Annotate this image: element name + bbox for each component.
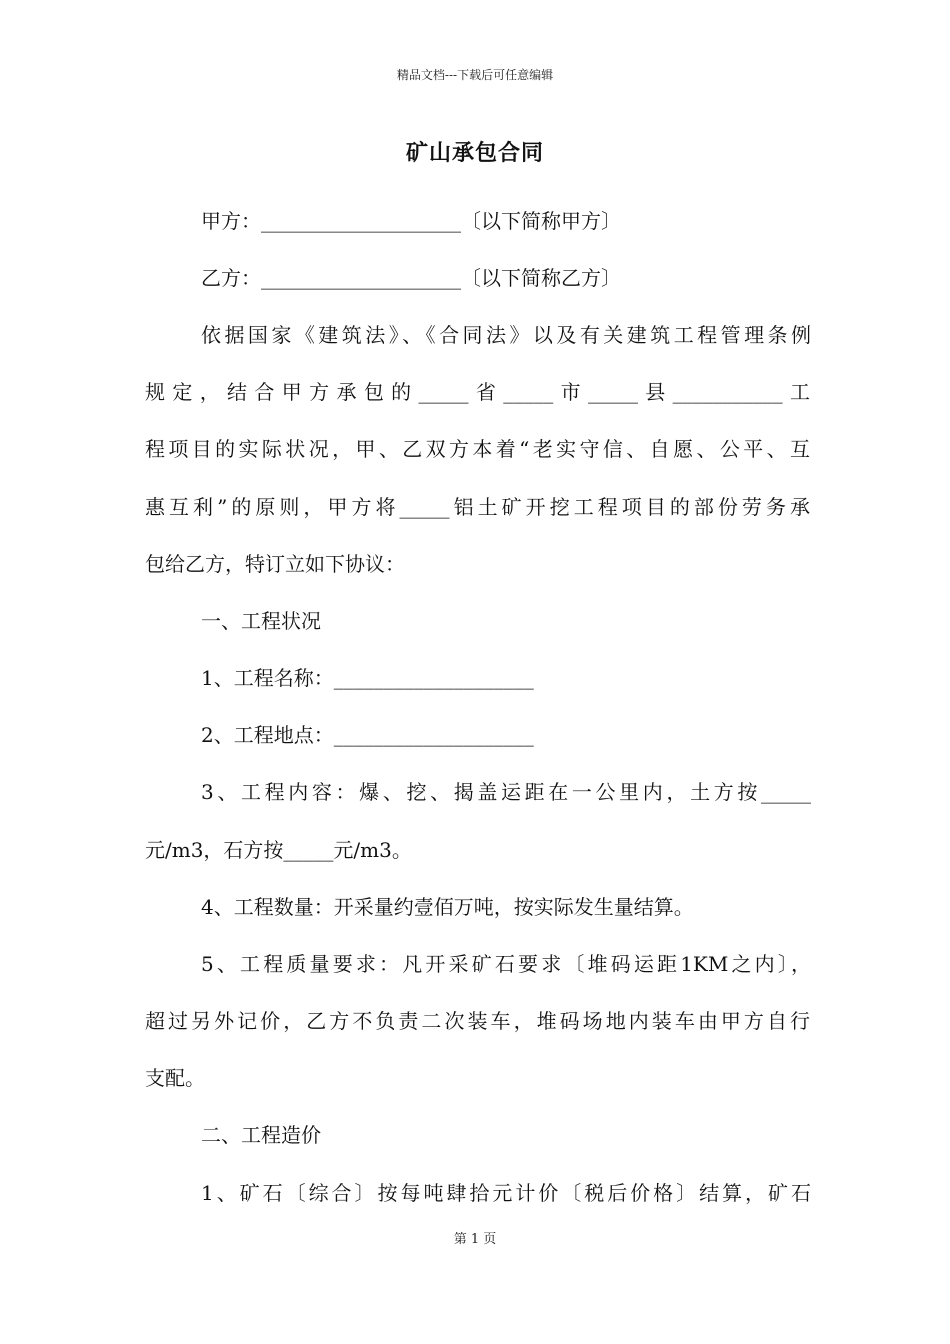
paragraph-line: 惠互利”的原则，甲方将_____铝土矿开挖工程项目的部份劳务承 <box>145 495 810 519</box>
paragraph-line: 程项目的实际状况，甲、乙双方本着“老实守信、自愿、公平、互 <box>145 437 810 461</box>
paragraph-line: 依据国家《建筑法》、《合同法》以及有关建筑工程管理条例 <box>201 323 811 347</box>
party-b-line: 乙方：____________________〔以下简称乙方〕 <box>201 266 621 290</box>
clause-quality: 5、工程质量要求：凡开采矿石要求〔堆码运距1KM之内〕， <box>201 952 811 976</box>
paragraph-line: 规定，结合甲方承包的_____省_____市_____县___________工 <box>145 380 810 404</box>
clause-price: 1、矿石〔综合〕按每吨肆拾元计价〔税后价格〕结算，矿石 <box>201 1181 811 1205</box>
party-a-line: 甲方：____________________〔以下简称甲方〕 <box>201 209 621 233</box>
page-number: 第 1 页 <box>453 1232 497 1247</box>
section-heading-2: 二、工程造价 <box>201 1123 321 1147</box>
clause-quality-cont: 支配。 <box>145 1066 205 1090</box>
clause-project-content: 3、工程内容：爆、挖、揭盖运距在一公里内，土方按_____ <box>201 780 811 804</box>
clause-project-quantity: 4、工程数量：开采量约壹佰万吨，按实际发生量结算。 <box>201 895 694 919</box>
contract-title: 矿山承包合同 <box>405 140 544 166</box>
clause-project-location: 2、工程地点：____________________ <box>201 723 534 747</box>
clause-quality-cont: 超过另外记价，乙方不负责二次装车，堆码场地内装车由甲方自行 <box>145 1009 810 1033</box>
page-header: 精品文档---下载后可任意编辑 <box>396 68 554 82</box>
clause-project-content-cont: 元/m3，石方按_____元/m3。 <box>145 838 412 862</box>
section-heading-1: 一、工程状况 <box>201 609 321 633</box>
clause-project-name: 1、工程名称：____________________ <box>201 666 534 690</box>
paragraph-line: 包给乙方，特订立如下协议： <box>145 552 405 576</box>
